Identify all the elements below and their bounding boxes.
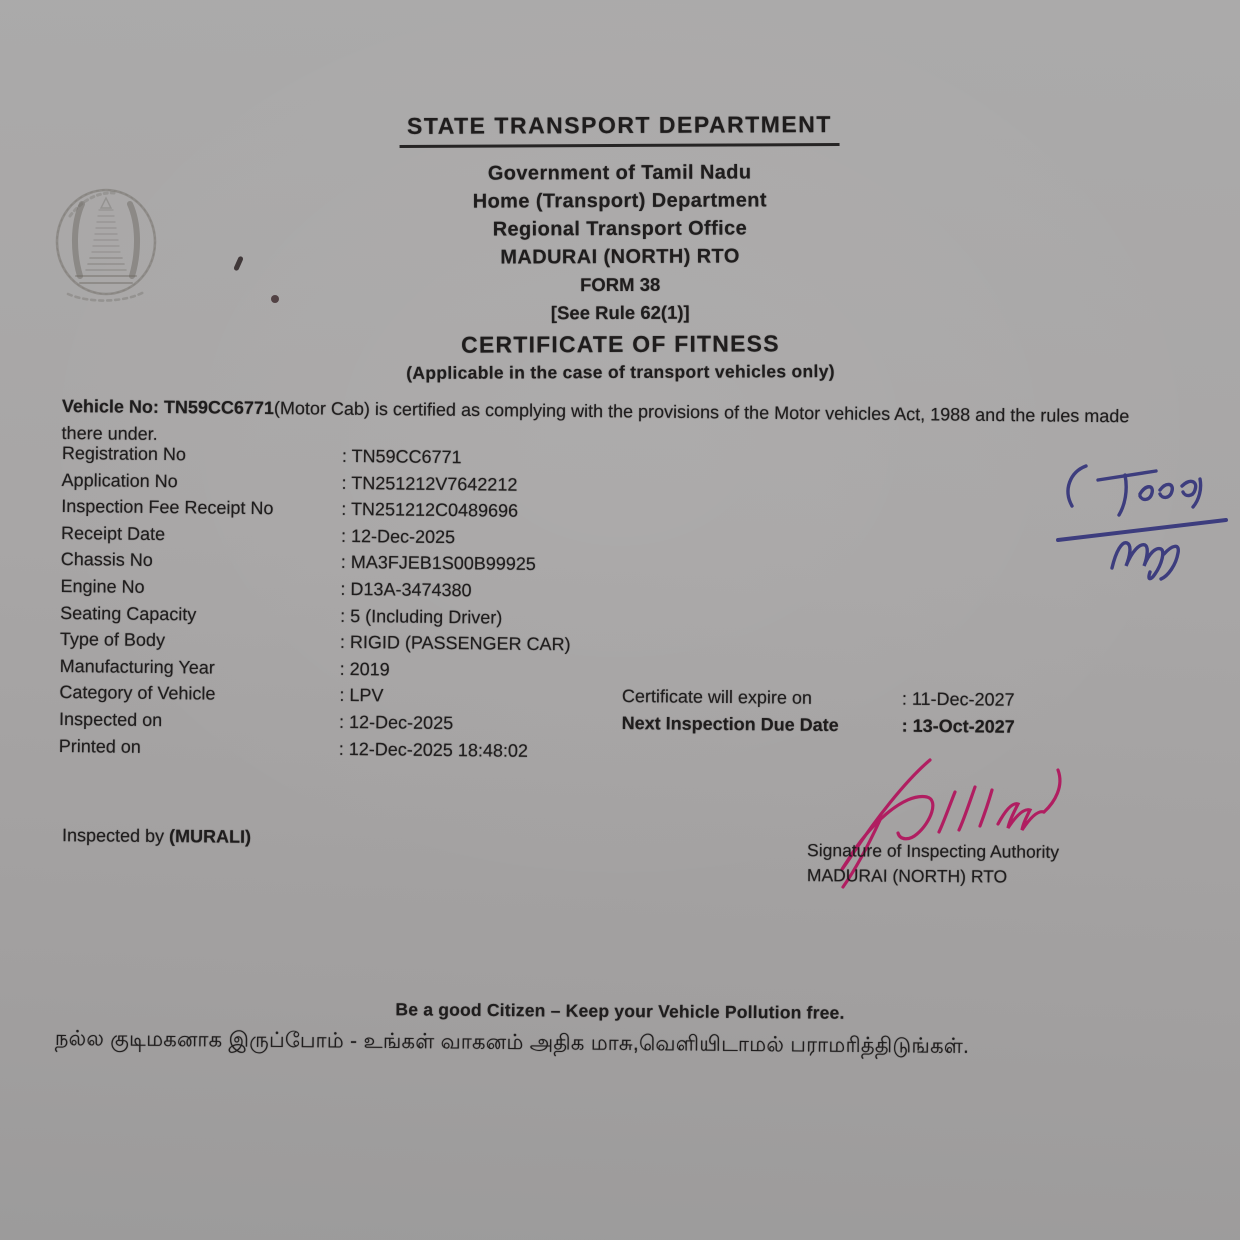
field-value: : 11-Dec-2027 — [901, 688, 1015, 710]
handwritten-annotation-ink — [1050, 452, 1232, 594]
field-label: Application No — [61, 469, 178, 491]
field-value: : MA3FJEB1S00B99925 — [340, 552, 536, 575]
applicability-note: (Applicable in the case of transport vehicles only) — [406, 361, 835, 383]
department-title: STATE TRANSPORT DEPARTMENT — [399, 111, 840, 148]
field-printed-on — [59, 736, 629, 769]
field-value: : 13-Oct-2027 — [901, 715, 1015, 737]
field-label: Seating Capacity — [60, 602, 197, 624]
vehicle-number: Vehicle No: TN59CC6771 — [61, 395, 275, 419]
field-value: : 12-Dec-2025 18:48:02 — [338, 738, 529, 761]
field-next-inspection-due — [621, 712, 1101, 743]
field-value: : 2019 — [339, 658, 390, 680]
field-value: : 5 (Including Driver) — [340, 605, 503, 628]
field-label: Printed on — [58, 735, 141, 757]
field-label: Category of Vehicle — [59, 682, 216, 704]
field-value: : 12-Dec-2025 — [338, 711, 454, 734]
field-value: : 12-Dec-2025 — [340, 525, 456, 547]
header-line-home-dept: Home (Transport) Department — [472, 189, 767, 213]
document-header — [0, 109, 1240, 387]
field-label: Engine No — [60, 575, 145, 597]
field-value: : TN59CC6771 — [341, 445, 462, 468]
field-label: Certificate will expire on — [621, 686, 813, 708]
inspector-name: (MURALI) — [168, 826, 252, 847]
form-number: FORM 38 — [580, 273, 661, 296]
field-value: : LPV — [339, 685, 384, 706]
field-label: Registration No — [61, 443, 187, 465]
footer-slogan-tamil: நல்ல குடிமகனாக இருப்போம் - உங்கள் வாகனம் அதிக மாசு,வெளியிடாமல் பராமரித்திடுங்கள். — [54, 1027, 970, 1058]
field-value: : D13A-3474380 — [340, 578, 472, 601]
field-label: Inspection Fee Receipt No — [61, 496, 274, 519]
footer-slogan-english: Be a good Citizen – Keep your Vehicle Pollution free. — [395, 999, 845, 1023]
signature-caption: Signature of Inspecting Authority — [807, 840, 1060, 862]
signature-block — [807, 838, 1059, 890]
certificate-title: CERTIFICATE OF FITNESS — [461, 330, 780, 358]
inspected-by-label: Inspected by — [61, 825, 170, 847]
expiry-details — [621, 686, 1101, 744]
certification-text: (Motor Cab) is certified as complying with the provisions of the Motor vehicles Act, 1988 and the rules made there under. — [61, 398, 1130, 444]
header-line-rto-office: Regional Transport Office — [492, 217, 748, 241]
field-label: Inspected on — [59, 708, 163, 731]
rule-reference: [See Rule 62(1)] — [550, 301, 690, 324]
field-label: Chassis No — [60, 549, 153, 571]
inspected-by-line — [62, 825, 251, 848]
field-value: : TN251212C0489696 — [341, 499, 519, 521]
signature-office: MADURAI (NORTH) RTO — [806, 865, 1008, 887]
field-value: : RIGID (PASSENGER CAR) — [339, 632, 571, 655]
field-label: Receipt Date — [60, 522, 166, 544]
field-value: : TN251212V7642212 — [341, 472, 518, 495]
header-line-government: Government of Tamil Nadu — [487, 161, 752, 185]
vehicle-details-list — [59, 443, 632, 768]
field-label: Type of Body — [59, 629, 166, 651]
header-line-rto-name: MADURAI (NORTH) RTO — [500, 245, 740, 269]
field-label: Next Inspection Due Date — [621, 712, 839, 735]
field-label: Manufacturing Year — [59, 655, 215, 678]
